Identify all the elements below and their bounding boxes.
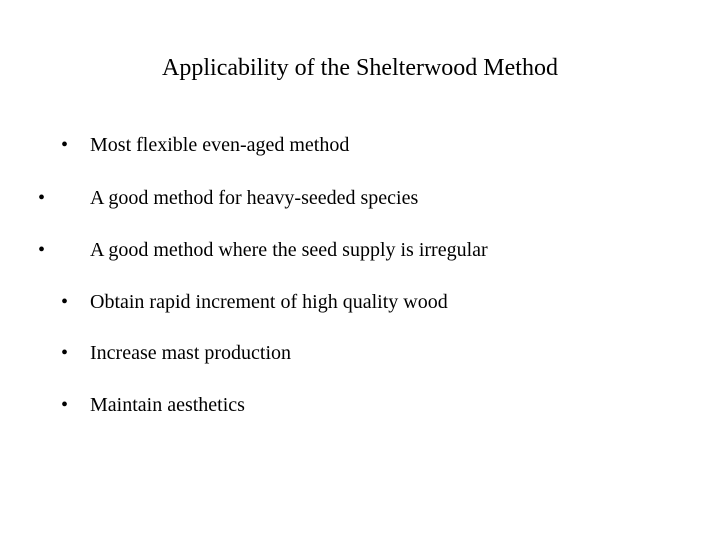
bullet-text: Maintain aesthetics xyxy=(90,394,245,416)
bullet-icon: • xyxy=(61,394,69,416)
bullet-item xyxy=(0,338,720,368)
bullet-item xyxy=(0,287,720,317)
bullet-text: A good method for heavy-seeded species xyxy=(90,187,419,209)
bullet-text: Most flexible even-aged method xyxy=(90,134,350,156)
bullet-text: Obtain rapid increment of high quality wood xyxy=(90,291,448,313)
bullet-text: Increase mast production xyxy=(90,342,292,364)
bullet-text: A good method where the seed supply is irregular xyxy=(90,239,488,261)
bullet-icon: • xyxy=(38,239,46,261)
bullet-icon: • xyxy=(61,342,69,364)
bullet-icon: • xyxy=(61,134,69,156)
slide-title: Applicability of the Shelterwood Method xyxy=(162,55,558,81)
bullet-item xyxy=(0,390,720,420)
bullet-icon: • xyxy=(61,291,69,313)
bullet-item xyxy=(0,183,720,213)
bullet-icon: • xyxy=(38,187,46,209)
bullet-item xyxy=(0,130,720,160)
bullet-item xyxy=(0,235,720,265)
